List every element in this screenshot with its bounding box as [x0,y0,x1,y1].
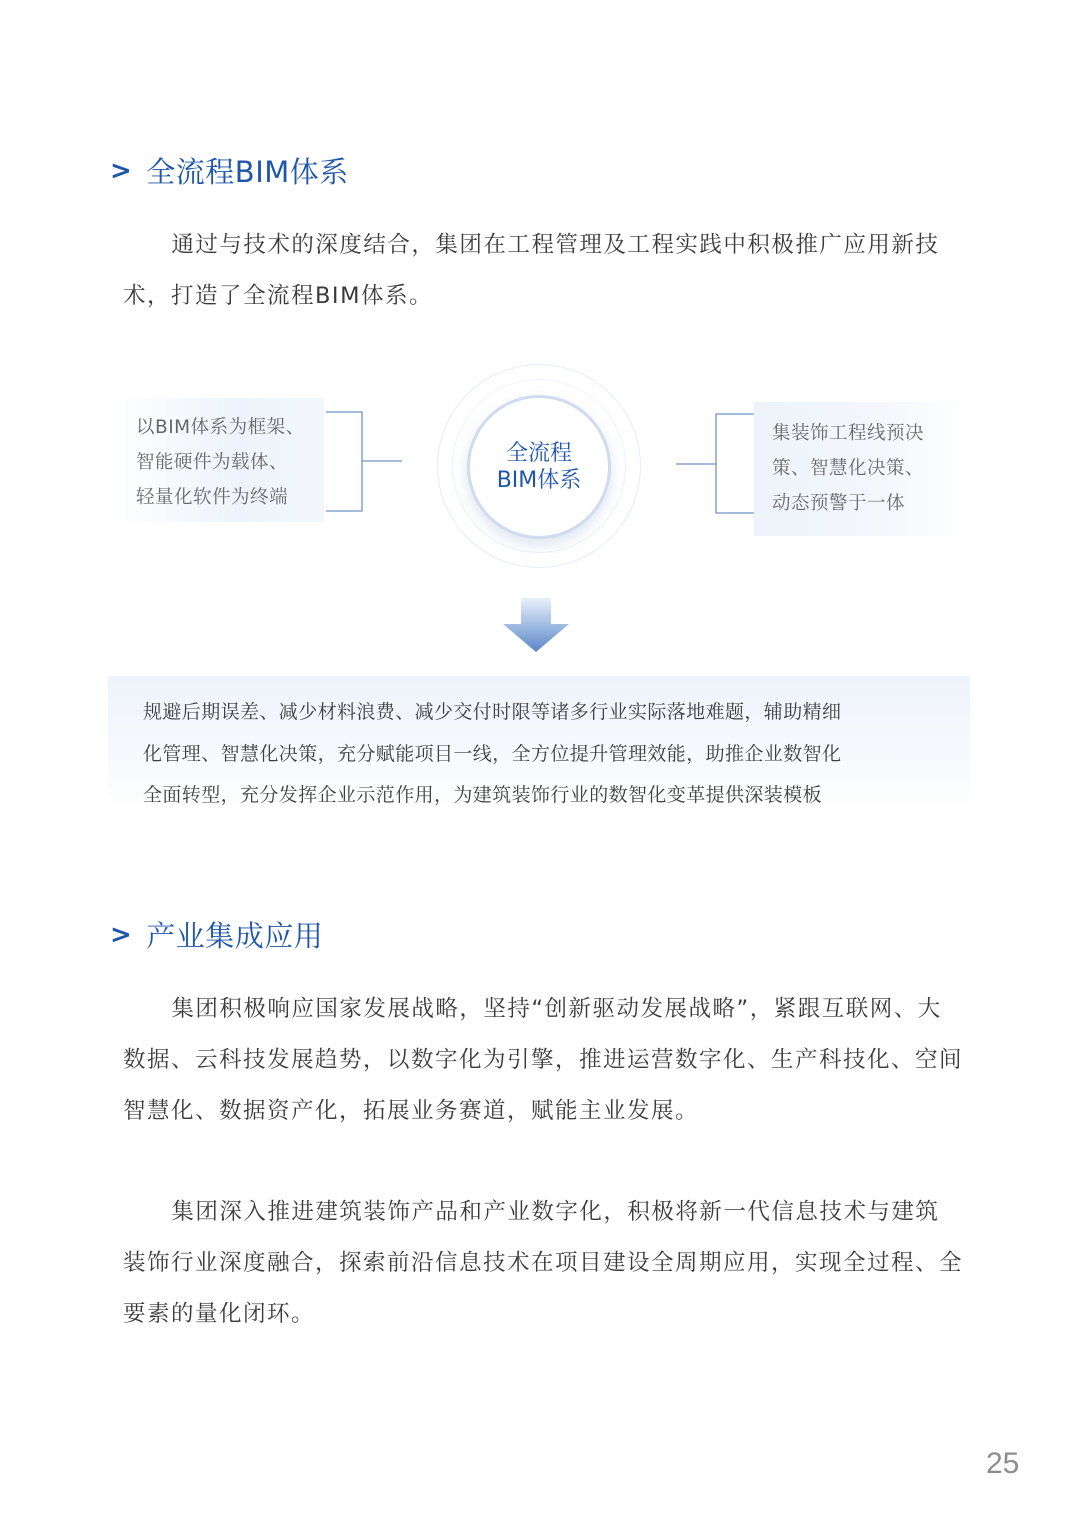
section-paragraph: 通过与技术的深度结合，集团在工程管理及工程实践中积极推广应用新技术，打造了全流程BIM体系。 [123,232,940,309]
left-feature-box [108,398,324,522]
section-title: 产业集成应用 [146,919,324,953]
down-arrow-icon [503,598,569,652]
left-bracket-line [326,412,362,511]
right-feature-box [754,402,970,536]
center-label-line: 全流程 [505,441,572,466]
right-bracket-line [716,414,754,513]
right-feature-line: 动态预警于一体 [772,493,906,514]
left-feature-line: 以BIM体系为框架、 [136,417,305,438]
chevron-right-icon: > [110,155,133,186]
section-paragraph: 集团深入推进建筑装饰产品和产业数字化，积极将新一代信息技术与建筑装饰行业深度融合，探索前沿信息技术在项目建设全周期应用，实现全过程、全要素的量化闭环。 [123,1199,964,1327]
left-feature-line: 智能硬件为载体、 [136,452,289,473]
page-number: 25 [986,1447,1020,1480]
center-label-line: BIM体系 [496,468,582,493]
chevron-right-icon: > [110,919,133,950]
result-line: 全面转型，充分发挥企业示范作用，为建筑装饰行业的数智化变革提供深装模板 [143,784,823,806]
center-circle [467,395,611,539]
right-feature-line: 策、智慧化决策、 [772,458,925,479]
result-line: 规避后期误差、减少材料浪费、减少交付时限等诸多行业实际落地难题，辅助精细 [143,701,842,723]
right-feature-line: 集装饰工程线预决 [772,423,925,444]
section-title: 全流程BIM体系 [146,155,349,189]
result-summary-box [108,676,970,810]
diagram-connectors [0,0,1080,700]
result-line: 化管理、智慧化决策，充分赋能项目一线，全方位提升管理效能，助推企业数智化 [143,742,842,765]
left-feature-line: 轻量化软件为终端 [136,487,289,508]
section-paragraph: 集团积极响应国家发展战略，坚持“创新驱动发展战略”，紧跟互联网、大数据、云科技发展趋势，以数字化为引擎，推进运营数字化、生产科技化、空间智慧化、数据资产化，拓展业务赛道，赋能主业发展。 [123,996,964,1124]
section-heading-industry [110,914,323,955]
